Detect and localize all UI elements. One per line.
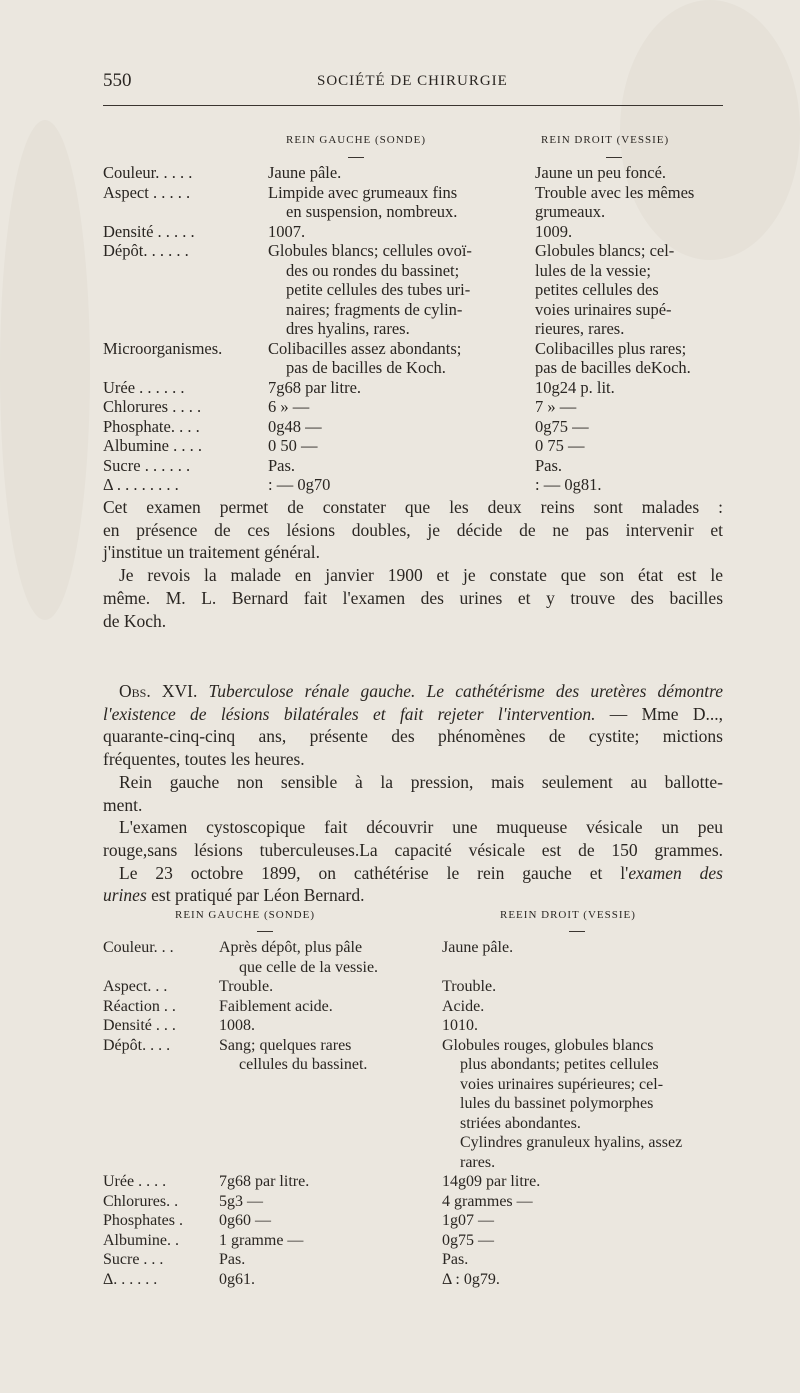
right-cell-line: Pas. bbox=[535, 455, 563, 475]
page-number: 550 bbox=[103, 70, 132, 91]
left-cell-line: Pas. bbox=[219, 1251, 246, 1268]
head-dash bbox=[257, 931, 273, 932]
row-label: Chlorures. . bbox=[103, 1192, 179, 1210]
left-cell-line: naires; fragments de cylin- bbox=[286, 299, 463, 319]
obs-title-line bbox=[103, 703, 723, 726]
table2-right-head: REEIN DROIT (VESSIE) bbox=[500, 909, 636, 921]
left-cell-line: que celle de la vessie. bbox=[239, 958, 379, 976]
left-cell-line: pas de bacilles de Koch. bbox=[286, 358, 446, 377]
right-cell-line: rares. bbox=[460, 1153, 496, 1171]
running-title: SOCIÉTÉ DE CHIRURGIE bbox=[317, 73, 508, 89]
right-cell-line: Jaune pâle. bbox=[442, 939, 514, 956]
left-cell-line: : — 0g70 bbox=[268, 475, 331, 494]
text-line bbox=[103, 862, 723, 885]
text-fragment: est pratiqué par Léon Bernard. bbox=[146, 885, 365, 906]
text-line: en présence de ces lésions doubles, je décide de ne pas intervenir et bbox=[103, 519, 723, 540]
left-cell-line: Limpide avec grumeaux fins bbox=[268, 182, 458, 202]
row-label: Couleur. . . . . bbox=[103, 163, 193, 182]
row-label: Δ. . . . . . bbox=[103, 1270, 158, 1288]
right-cell-line: voies urinaires supé- bbox=[535, 299, 672, 319]
text-line: fréquentes, toutes les heures. bbox=[103, 749, 305, 770]
right-cell-line: 7 » — bbox=[535, 397, 577, 416]
row-label: Couleur. . . bbox=[103, 939, 174, 956]
left-cell-line: Sang; quelques rares bbox=[219, 1036, 352, 1054]
text-line: Rein gauche non sensible à la pression, mais seulement au ballotte- bbox=[119, 771, 723, 792]
left-cell-line: 6 » — bbox=[268, 397, 310, 416]
row-label: Aspect . . . . . bbox=[103, 182, 191, 202]
left-cell-line: dres hyalins, rares. bbox=[286, 319, 410, 338]
left-cell-line: 7g68 par litre. bbox=[219, 1173, 310, 1190]
observation-xvi bbox=[103, 680, 723, 907]
left-cell-line: Jaune pâle. bbox=[268, 163, 342, 182]
text-line: Je revois la malade en janvier 1900 et je constate que son état est le bbox=[119, 565, 723, 586]
left-cell-line: cellules du bassinet. bbox=[239, 1056, 368, 1073]
right-cell-line: 0 75 — bbox=[535, 436, 585, 455]
right-cell-line: Trouble avec les mêmes bbox=[535, 182, 695, 202]
right-cell-line: Globules blancs; cel- bbox=[535, 241, 675, 260]
head-dash bbox=[348, 157, 364, 158]
obs-patient: — Mme D..., bbox=[609, 703, 724, 724]
text-line: j'institue un traitement général. bbox=[103, 542, 320, 563]
row-label: Aspect. . . bbox=[103, 978, 168, 995]
row-label: Densité . . . . . bbox=[103, 221, 195, 241]
right-cell-line: Colibacilles plus rares; bbox=[535, 338, 687, 358]
left-cell-line: 0g61. bbox=[219, 1270, 255, 1288]
right-cell-line: Cylindres granuleux hyalins, assez bbox=[460, 1134, 683, 1151]
text-fragment: Le 23 octobre 1899, on cathétérise le rein gauche et l' bbox=[119, 862, 629, 883]
left-cell-line: 5g3 — bbox=[219, 1192, 263, 1210]
table1-left-head: REIN GAUCHE (SONDE) bbox=[286, 134, 426, 146]
text-line: rouge,sans lésions tuberculeuses.La capacité vésicale est de 150 grammes. bbox=[103, 839, 723, 860]
left-cell-line: 0g60 — bbox=[219, 1212, 271, 1229]
left-cell-line: 0 50 — bbox=[268, 436, 318, 455]
row-label: Sucre . . . . . . bbox=[103, 455, 191, 475]
right-cell-line: 4 grammes — bbox=[442, 1192, 533, 1210]
obs-title-line bbox=[103, 680, 723, 703]
text-line: Cet examen permet de constater que les deux reins sont malades : bbox=[103, 497, 723, 517]
text-fragment: urines bbox=[103, 885, 147, 906]
right-cell-line: Pas. bbox=[442, 1251, 469, 1268]
right-cell-line: 10g24 p. lit. bbox=[535, 377, 615, 397]
right-cell-line: grumeaux. bbox=[535, 202, 606, 221]
row-label: Albumine. . bbox=[103, 1231, 179, 1249]
left-cell-line: Après dépôt, plus pâle bbox=[219, 939, 363, 956]
left-cell-line: Faiblement acide. bbox=[219, 997, 333, 1015]
table2-left-head: REIN GAUCHE (SONDE) bbox=[175, 909, 315, 921]
right-cell-line: Jaune un peu foncé. bbox=[535, 163, 667, 182]
right-cell-line: voies urinaires supérieures; cel- bbox=[460, 1075, 664, 1093]
row-label: Sucre . . . bbox=[103, 1251, 164, 1268]
text-line: même. M. L. Bernard fait l'examen des urines et y trouve des bacilles bbox=[103, 587, 723, 608]
row-label: Urée . . . . . . bbox=[103, 377, 185, 397]
right-cell-line: : — 0g81. bbox=[535, 475, 602, 494]
paper-stain bbox=[620, 0, 800, 260]
obs-title: Tuberculose rénale gauche. Le cathétérisme des uretères démontre bbox=[208, 681, 723, 701]
left-cell-line: Globules blancs; cellules ovoï- bbox=[268, 241, 472, 260]
row-label: Albumine . . . . bbox=[103, 436, 202, 455]
right-cell-line: 1g07 — bbox=[442, 1212, 494, 1229]
right-cell-line: 0g75 — bbox=[535, 416, 589, 436]
row-label: Phosphates . bbox=[103, 1212, 183, 1229]
right-cell-line: lules de la vessie; bbox=[535, 260, 651, 280]
left-cell-line: 1007. bbox=[268, 221, 306, 241]
right-cell-line: 1010. bbox=[442, 1017, 478, 1034]
paper-stain bbox=[0, 120, 90, 620]
left-cell-line: 1008. bbox=[219, 1017, 255, 1034]
left-cell-line: des ou rondes du bassinet; bbox=[286, 260, 460, 280]
row-label: Dépôt. . . . bbox=[103, 1036, 171, 1054]
row-label: Dépôt. . . . . . bbox=[103, 241, 189, 260]
right-cell-line: Δ : 0g79. bbox=[442, 1270, 500, 1288]
right-cell-line: Trouble. bbox=[442, 978, 497, 995]
right-cell-line: 14g09 par litre. bbox=[442, 1173, 541, 1190]
obs-number: Obs. XVI. bbox=[119, 681, 198, 701]
row-label: Δ . . . . . . . . bbox=[103, 475, 179, 494]
row-label: Densité . . . bbox=[103, 1017, 176, 1034]
right-cell-line: plus abondants; petites cellules bbox=[460, 1056, 659, 1073]
head-dash bbox=[606, 157, 622, 158]
left-cell-line: Trouble. bbox=[219, 978, 274, 995]
text-line: L'examen cystoscopique fait découvrir une muqueuse vésicale un peu bbox=[119, 817, 723, 838]
left-cell-line: Pas. bbox=[268, 455, 296, 475]
header-rule bbox=[103, 105, 723, 106]
right-cell-line: striées abondantes. bbox=[460, 1114, 581, 1132]
row-label: Réaction . . bbox=[103, 997, 176, 1015]
left-cell-line: 7g68 par litre. bbox=[268, 377, 362, 397]
right-cell-line: 0g75 — bbox=[442, 1231, 494, 1249]
row-label: Chlorures . . . . bbox=[103, 397, 202, 416]
left-cell-line: 0g48 — bbox=[268, 416, 322, 436]
row-label: Urée . . . . bbox=[103, 1173, 167, 1190]
left-cell-line: Colibacilles assez abondants; bbox=[268, 338, 462, 358]
obs-title: l'existence de lésions bilatérales et fait rejeter l'intervention. bbox=[103, 703, 596, 724]
left-cell-line: en suspension, nombreux. bbox=[286, 202, 458, 221]
right-cell-line: pas de bacilles deKoch. bbox=[535, 358, 691, 377]
left-cell-line: petite cellules des tubes uri- bbox=[286, 280, 471, 299]
row-label: Phosphate. . . . bbox=[103, 416, 200, 436]
text-fragment: examen des bbox=[628, 862, 723, 883]
text-line: quarante-cinq-cinq ans, présente des phénomènes de cystite; mictions bbox=[103, 726, 723, 747]
head-dash bbox=[569, 931, 585, 932]
right-cell-line: rieures, rares. bbox=[535, 319, 625, 338]
text-line: de Koch. bbox=[103, 610, 167, 631]
right-cell-line: petites cellules des bbox=[535, 280, 659, 299]
left-cell-line: 1 gramme — bbox=[219, 1231, 304, 1249]
text-line: ment. bbox=[103, 794, 143, 815]
text-line bbox=[103, 884, 723, 907]
row-label: Microorganismes. bbox=[103, 338, 223, 358]
right-cell-line: Acide. bbox=[442, 997, 485, 1015]
paragraph-conclusion bbox=[103, 496, 723, 632]
right-cell-line: 1009. bbox=[535, 221, 573, 241]
right-cell-line: lules du bassinet polymorphes bbox=[460, 1095, 654, 1112]
table1-right-head: REIN DROIT (VESSIE) bbox=[541, 134, 670, 146]
right-cell-line: Globules rouges, globules blancs bbox=[442, 1036, 654, 1054]
